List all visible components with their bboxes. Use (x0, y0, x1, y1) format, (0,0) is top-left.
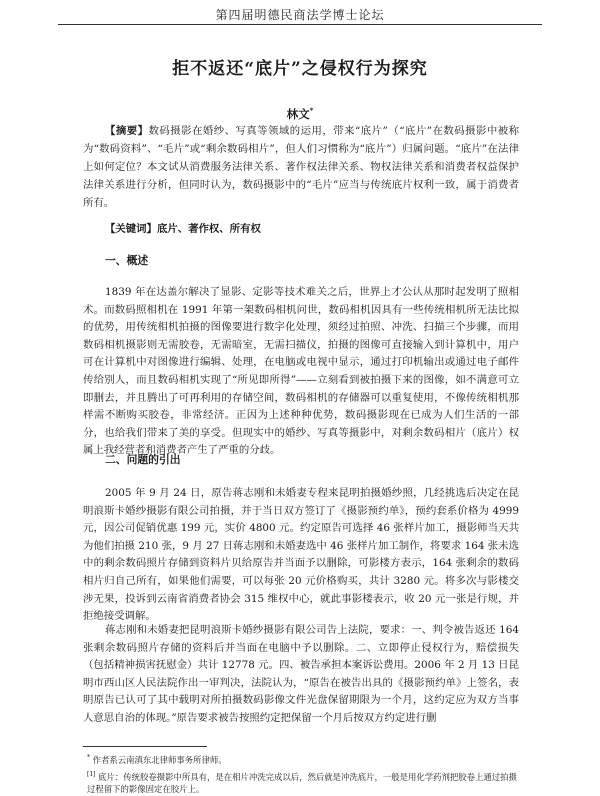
footnote-negative (87, 769, 517, 795)
abstract-label: 【摘要】 (105, 125, 149, 137)
running-header: 第四届明德民商法学博士论坛 (215, 8, 385, 22)
footnote-author (87, 752, 517, 766)
paper-title: 拒不返还“底片”之侵权行为探究 (172, 59, 428, 79)
author-footnote-mark: * (309, 106, 314, 116)
keywords (105, 220, 525, 235)
header-rule (58, 24, 542, 25)
paragraph-lawsuit: 蒋志刚和未婚妻把昆明浪斯卡婚纱摄影有限公司告上法院，要求：一、判令被告返还 164 张剩余数码照片存储的资料后并当面在电脑中予以删除。二、立即停止侵权行为，赔偿损失（包括精神损害抚慰金）共计 12778 元。四、被告承担本案诉讼费用。2006 年 2 月 13 日昆明市西山区人民法院作出一审判决，法院认为，“原告在被告出具的《摄影预约单》上签名，表明原告已认可了其中载明对所拍摄数码影像文件光盘保留期限为一个月，这约定应为双方当事人意思自治的体现。”原告要求被告按照约定把保留一个月后按双方约定进行删 (83, 624, 519, 724)
keywords-text: 底片、著作权、所有权 (156, 223, 261, 235)
section-heading-overview: 一、概述 (105, 254, 149, 267)
abstract-text: 数码摄影在婚纱、写真等领域的运用，带来“底片”（“底片”在数码摄影中被称为“数码资料”、“毛片”或“剩余数码相片”，但人们习惯称为“底片”）归属问题。“底片”在法律上如何定位？本文试从消费服务法律关系、著作权法律关系、物权法律关系和消费者权益保护法律关系进行分析，但同时认为，数码摄影中的“毛片”应当与传统底片权利一致，属于消费者所有。 (83, 125, 519, 209)
paragraph-case-facts: 2005 年 9 月 24 日，原告蒋志刚和未婚妻专程来昆明拍摄婚纱照，几经挑选后决定在昆明浪斯卡婚纱摄影有限公司拍摄，并于当日双方签订了《摄影预约单》，预约套系价格为 4999 元，因公司促销优惠 199 元，实价 4800 元。约定原告可选择 46 张样片加工，摄影师当天共为他们拍摄 210 张，9 月 27 日蒋志刚和未婚妻选中 46 张样片加工制作，将要求 164 张未选中的剩余数码照片存储到资料片贝给原告并当面予以删除，可影楼方表示，164 张剩余的数码相片归自己所有，如果他们需要，可以每张 20 元价格购买，共计 3280 元。将多次与影楼交涉无果，投诉到云南省消费者协会 315 维权中心，就此事影楼表示，收 20 元一张是行规，并拒绝接受调解。 (83, 487, 519, 623)
paragraph-overview: 1839 年在达盖尔解决了显影、定影等技术难关之后，世界上才公认从那时起发明了照相术。而数码照相机在 1991 年第一架数码相机问世，数码相机因具有一些传统相机所无法比拟的优势，用传统相机拍摄的图像要进行数字化处理，须经过拍照、冲洗、扫描三个步骤，而用数码相机摄影则无需胶卷，无需暗室，无需扫描仪，拍摄的图像可直接输入到计算机中，用户可在计算机中对图像进行编辑、处理，在电脑或电视中显示，通过打印机输出或通过电子邮件传给别人，而且数码相机实现了“所见即所得”——立刻看到被拍摄下来的图像，如不满意可立即删去，并且腾出了可再利用的存储空间，数码相机的存储器可以重复使用，不像传统相机那样需不断购买胶卷，非常经济。正因为上述种种优势，数码摄影现在已成为人们生活的一部分，也给我们带来了美的享受。但现实中的婚纱、写真等摄影中，对剩余数码相片（底片）权属上我经营者和消费者产生了严重的分歧。 (83, 286, 519, 457)
footnote-text: 作者系云南滇东北律师事务所律师。 (92, 754, 227, 765)
author-name: 林文 (286, 107, 310, 121)
footnote-rule (83, 746, 207, 747)
footnote-mark: * (87, 754, 90, 761)
author-line (0, 106, 600, 122)
footnote-mark: [1] (87, 771, 96, 778)
keywords-label: 【关键词】 (105, 223, 157, 235)
abstract (83, 122, 519, 212)
section-heading-problem: 二、问题的引出 (105, 453, 181, 466)
footnote-text: 底片：传统胶卷摄影中所具有，是在相片冲洗完成以后，然后就是冲洗底片，一般是用化学药剂把胶卷上通过拍摄过程留下的影像固定在胶片上。 (87, 771, 517, 794)
